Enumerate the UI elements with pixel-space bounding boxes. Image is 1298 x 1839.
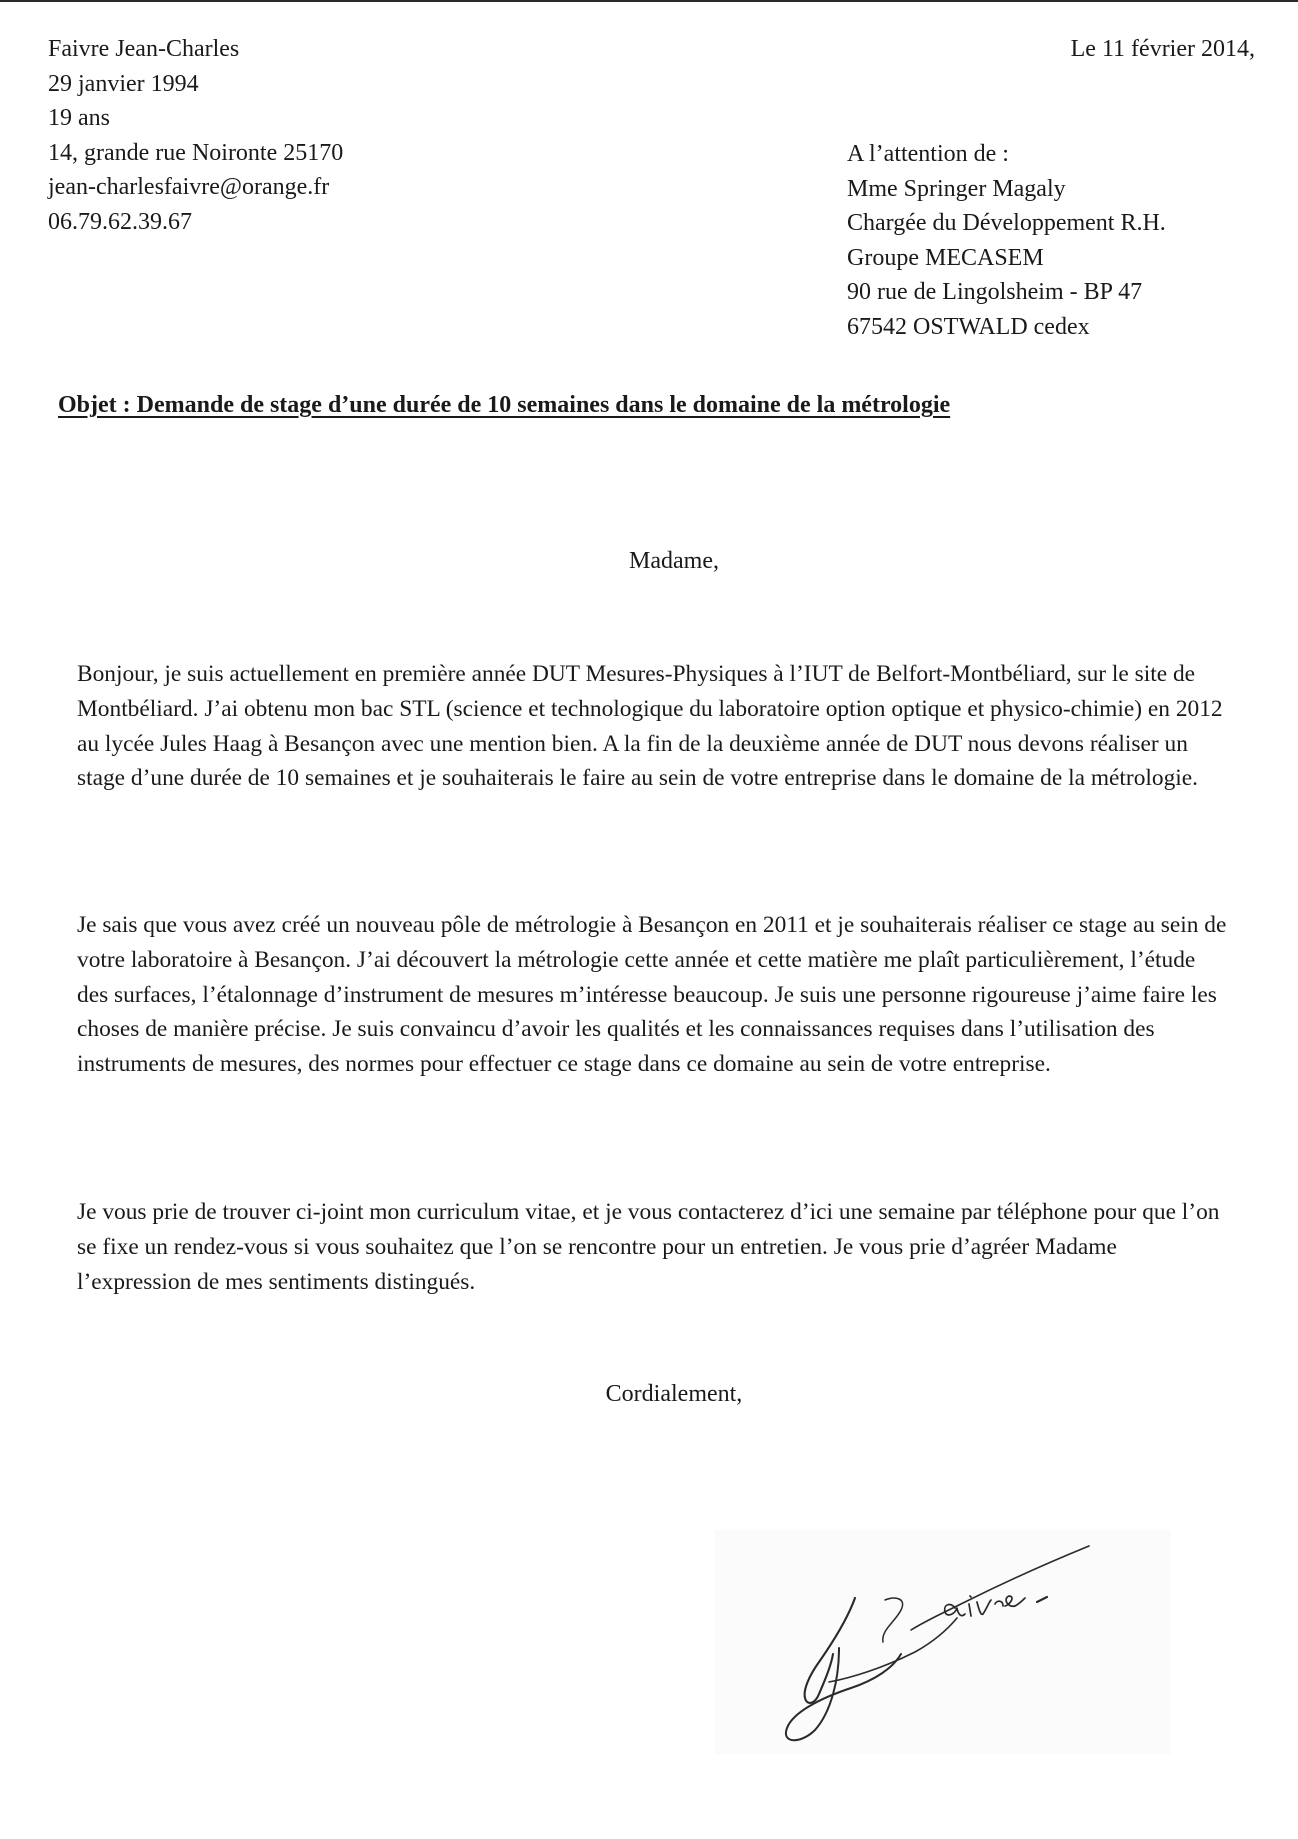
body-paragraph-3: Je vous prie de trouver ci-joint mon curriculum vitae, et je vous contacterez d’ici une semaine par téléphone pour que l’on se fixe un rendez-vous si vous souhaitez que l’on se rencontre pour un entretien. Je vous prie d’agréer Madame l’expression de mes sentiments distingués. xyxy=(77,1199,1220,1295)
body-paragraph-2: Je sais que vous avez créé un nouveau pôle de métrologie à Besançon en 2011 et je souhaiterais réaliser ce stage au sein de votre laboratoire à Besançon. J’ai découvert la métrologie cette année et cette matière me plaît particulièrement, l’étude des surfaces, l’étalonnage d’instrument de mesures m’intéresse beaucoup. Je suis une personne rigoureuse j’aime faire les choses de manière précise. Je suis convaincu d’avoir les qualités et les connaissances requises dans l’utilisation des instruments de mesures, des normes pour effectuer ce stage dans ce domaine au sein de votre entreprise. xyxy=(77,912,1227,1078)
sender-age: 19 ans xyxy=(48,105,110,131)
recipient-company: Groupe MECASEM xyxy=(847,244,1044,271)
recipient-attention: A l’attention de : xyxy=(847,141,1009,167)
salutation: Madame, xyxy=(629,548,719,574)
recipient-street: 90 rue de Lingolsheim - BP 47 xyxy=(847,279,1143,305)
top-border-line xyxy=(0,0,1298,2)
recipient-block xyxy=(847,137,1166,344)
recipient-name: Mme Springer Magaly xyxy=(847,175,1066,202)
signature-image xyxy=(715,1530,1171,1754)
recipient-city: 67542 OSTWALD cedex xyxy=(847,313,1090,340)
sender-name: Faivre Jean-Charles xyxy=(48,36,240,62)
sender-email: jean-charlesfaivre@orange.fr xyxy=(48,174,330,200)
sender-birth-date: 29 janvier 1994 xyxy=(48,70,199,97)
signature-icon xyxy=(715,1530,1171,1754)
closing-line: Cordialement, xyxy=(605,1381,743,1407)
letter-subject: Objet : Demande de stage d’une durée de 10 semaines dans le domaine de la métrologie xyxy=(58,392,951,418)
body-paragraph-1: Bonjour, je suis actuellement en première année DUT Mesures-Physiques à l’IUT de Belfort-Montbéliard, sur le site de Montbéliard. J’ai obtenu mon bac STL (science et technologique du laboratoire option optique et physico-chimie) en 2012 au lycée Jules Haag à Besançon avec une mention bien. A la fin de la deuxième année de DUT nous devons réaliser un stage d’une durée de 10 semaines et je souhaiterais le faire au sein de votre entreprise dans le domaine de la métrologie. xyxy=(77,661,1223,792)
sender-address: 14, grande rue Noironte 25170 xyxy=(48,139,344,166)
recipient-role: Chargée du Développement R.H. xyxy=(847,210,1166,236)
sender-block xyxy=(48,32,343,239)
letter-date: Le 11 février 2014, xyxy=(1070,36,1255,62)
sender-phone: 06.79.62.39.67 xyxy=(48,208,192,235)
